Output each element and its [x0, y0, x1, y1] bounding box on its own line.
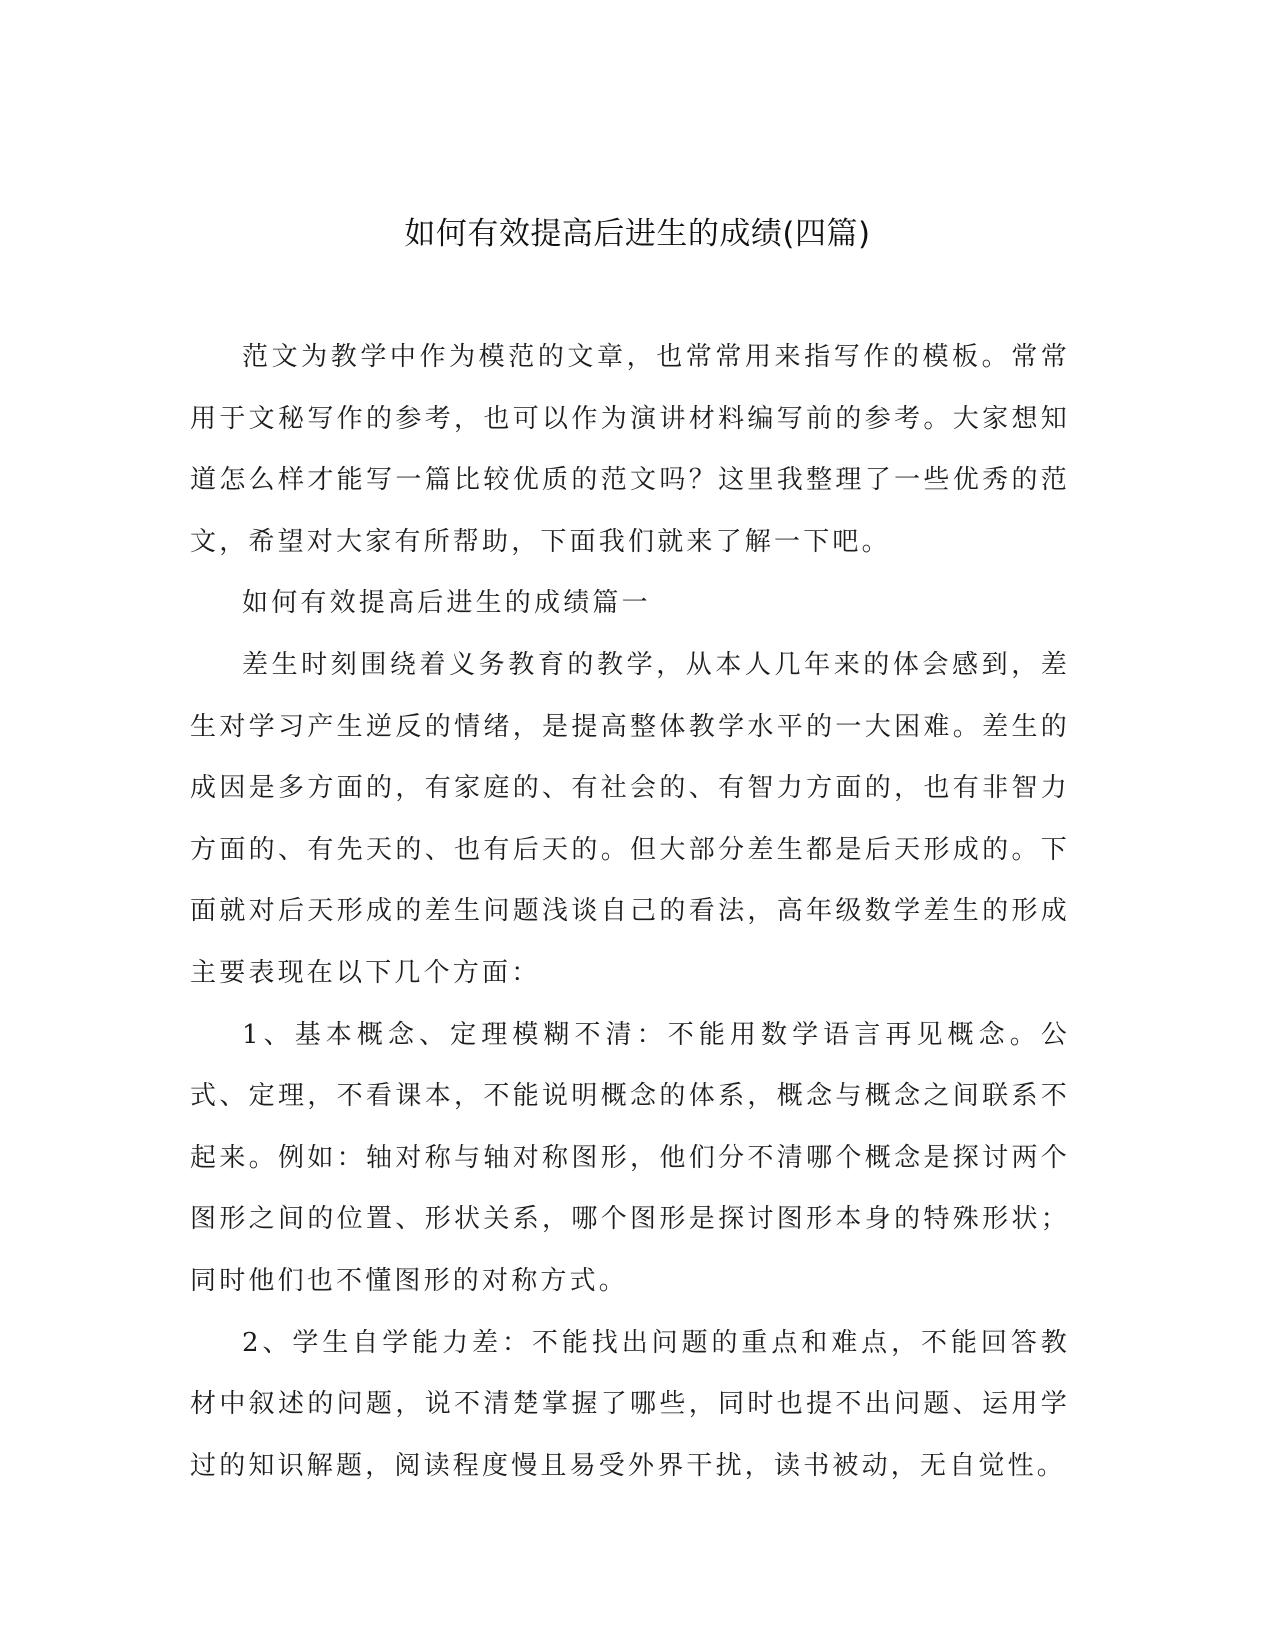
body-paragraph: 1、基本概念、定理模糊不清：不能用数学语言再见概念。公式、定理，不看课本，不能说明概念的体系，概念与概念之间联系不起来。例如：轴对称与轴对称图形，他们分不清哪个概念是探讨两个图形之间的位置、形状关系，哪个图形是探讨图形本身的特殊形状；同时他们也不懂图形的对称方式。 [190, 1019, 1070, 1296]
body-paragraph: 2、学生自学能力差：不能找出问题的重点和难点，不能回答教材中叙述的问题，说不清楚掌握了哪些，同时也提不出问题、运用学过的知识解题，阅读程度慢且易受外界干扰，读书被动，无自觉性。 [190, 1327, 1070, 1481]
body-paragraph: 差生时刻围绕着义务教育的教学，从本人几年来的体会感到，差生对学习产生逆反的情绪，是提高整体教学水平的一大困难。差生的成因是多方面的，有家庭的、有社会的、有智力方面的，也有非智力方面的、有先天的、也有后天的。但大部分差生都是后天形成的。下面就对后天形成的差生问题浅谈自己的看法，高年级数学差生的形成主要表现在以下几个方面： [190, 649, 1070, 988]
document-body [190, 327, 1070, 1497]
intro-paragraph: 范文为教学中作为模范的文章，也常常用来指写作的模板。常常用于文秘写作的参考，也可以作为演讲材料编写前的参考。大家想知道怎么样才能写一篇比较优质的范文吗？这里我整理了一些优秀的范文，希望对大家有所帮助，下面我们就来了解一下吧。 [190, 342, 1070, 557]
document-title: 如何有效提高后进生的成绩(四篇) [404, 216, 871, 252]
section-heading: 如何有效提高后进生的成绩篇一 [242, 588, 651, 619]
